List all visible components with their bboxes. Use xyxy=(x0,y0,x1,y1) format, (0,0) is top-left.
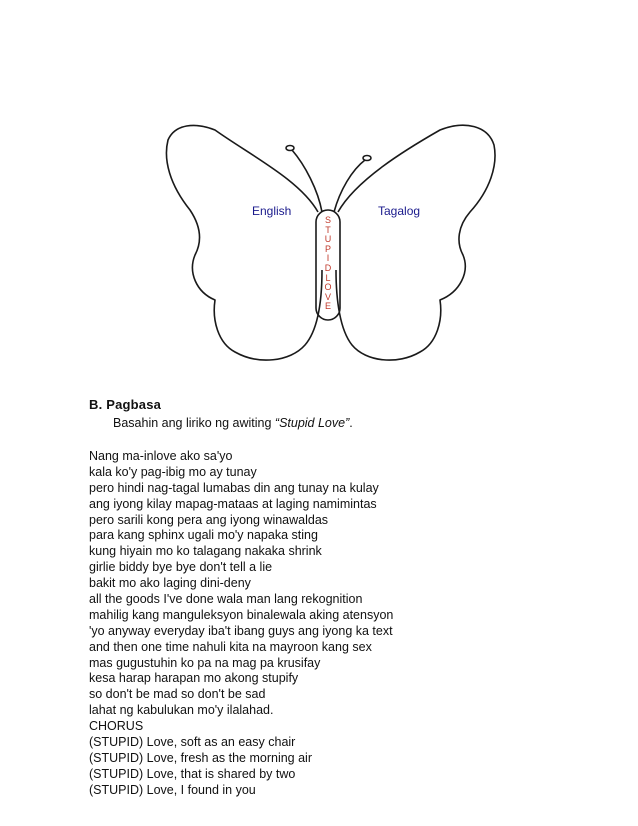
reading-section xyxy=(89,396,589,799)
lyric-line: lahat ng kabulukan mo'y ilalahad. xyxy=(89,703,274,718)
right-antenna xyxy=(334,160,365,212)
section-heading: B. Pagbasa xyxy=(89,397,162,412)
lyric-line: mas gugustuhin ko pa na mag pa krusifay xyxy=(89,655,321,670)
reading-instruction xyxy=(89,414,589,432)
lyric-line: kung hiyain mo ko talagang nakaka shrink xyxy=(89,544,322,559)
body-letter: V xyxy=(324,291,331,302)
lyric-line: all the goods I've done wala man lang rekognition xyxy=(89,592,363,607)
body-letter: D xyxy=(324,262,332,273)
left-wing xyxy=(166,125,322,360)
right-wing xyxy=(336,125,495,360)
body-letter: I xyxy=(326,253,330,264)
lyric-line: ang iyong kilay mapag-mataas at laging namimintas xyxy=(89,496,377,511)
lyric-line: bakit mo ako laging dini-deny xyxy=(89,576,251,591)
lyric-line: (STUPID) Love, I found in you xyxy=(89,782,256,797)
lyric-line: pero hindi nag-tagal lumabas din ang tunay na kulay xyxy=(89,480,379,495)
english-wing-label: English xyxy=(252,204,292,218)
lyric-line: Nang ma-inlove ako sa'yo xyxy=(89,449,233,463)
lyric-line: (STUPID) Love, soft as an easy chair xyxy=(89,735,296,750)
song-title: “Stupid Love” xyxy=(274,416,350,430)
lyric-line: and then one time nahuli kita na mayroon kang sex xyxy=(89,639,372,654)
lyric-line: kala ko'y pag-ibig mo ay tunay xyxy=(89,464,257,479)
lyric-line: (STUPID) Love, fresh as the morning air xyxy=(89,750,312,765)
body-letter: L xyxy=(325,272,331,283)
lyric-line: girlie biddy bye bye don't tell a lie xyxy=(89,560,273,575)
left-antenna xyxy=(292,150,322,212)
body-letter: S xyxy=(324,215,331,225)
song-lyrics xyxy=(89,449,589,799)
lyric-line: mahilig kang manguleksyon binalewala aking atensyon xyxy=(89,607,394,622)
instruction-text: Basahin ang liriko ng awiting xyxy=(113,416,275,430)
lyric-line: kesa harap harapan mo akong stupify xyxy=(89,671,299,686)
body-letter: P xyxy=(324,243,331,254)
lyric-line: (STUPID) Love, that is shared by two xyxy=(89,766,296,781)
body-letter: O xyxy=(324,282,332,293)
body-letter: T xyxy=(325,224,331,235)
lyric-line: so don't be mad so don't be sad xyxy=(89,687,266,702)
body-letter: E xyxy=(324,301,331,312)
chorus-label: CHORUS xyxy=(89,719,144,734)
tagalog-wing-label: Tagalog xyxy=(378,204,421,218)
lyric-line: pero sarili kong pera ang iyong winawaldas xyxy=(89,512,329,527)
lyric-line: 'yo anyway everyday iba't ibang guys ang iyong ka text xyxy=(89,623,393,638)
instruction-end: . xyxy=(349,416,353,430)
lyric-line: para kang sphinx ugali mo'y napaka sting xyxy=(89,528,318,543)
body-letter: U xyxy=(324,234,332,245)
butterfly-body-word xyxy=(321,216,335,312)
